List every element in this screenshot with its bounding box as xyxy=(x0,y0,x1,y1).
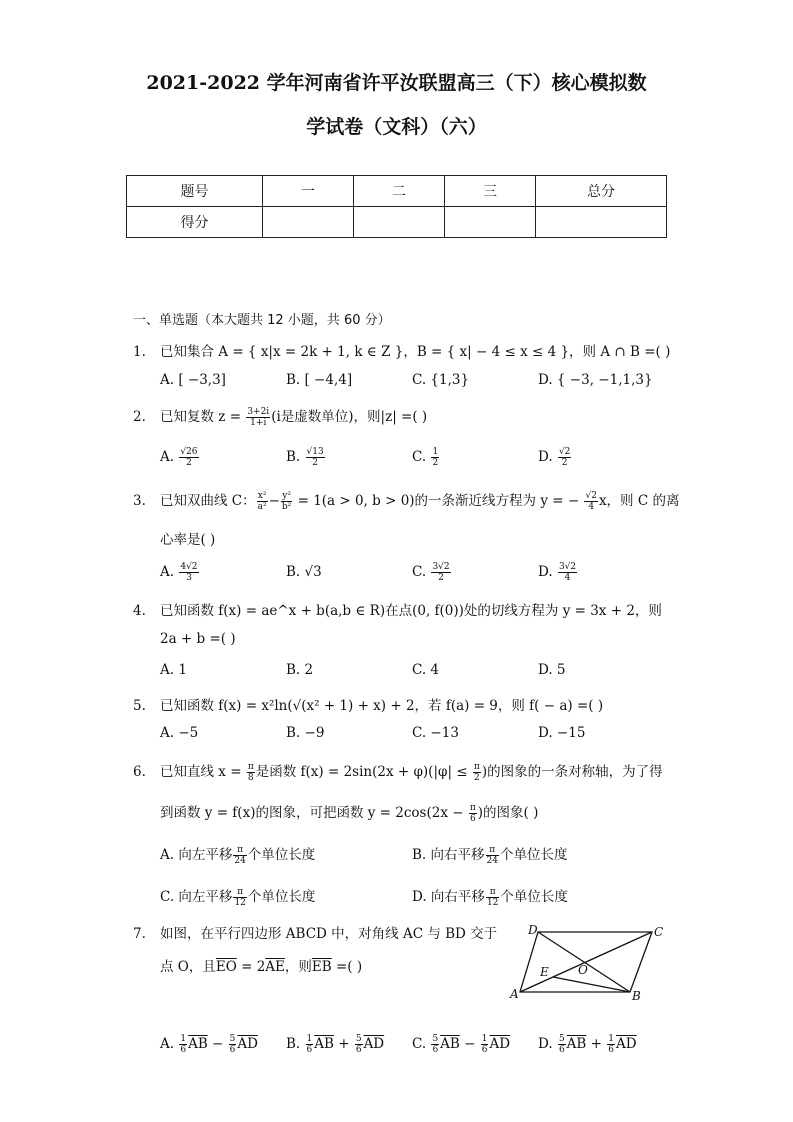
score-cell xyxy=(354,207,445,238)
numerator: π xyxy=(469,803,476,813)
fraction xyxy=(431,562,450,583)
question-stem-post: x，则 C 的离 xyxy=(598,493,680,509)
label-o: O xyxy=(578,963,588,977)
label-e: E xyxy=(540,965,549,979)
score-row-label: 得分 xyxy=(127,207,263,238)
option-letter: B. xyxy=(286,1036,301,1052)
q6-option-d xyxy=(412,885,568,908)
q7-option-d xyxy=(538,1034,637,1055)
denominator: 1+i xyxy=(250,418,267,428)
numerator: 1 xyxy=(180,1034,187,1044)
q7-option-c xyxy=(412,1034,510,1055)
numerator: π xyxy=(247,762,254,772)
q1-option-c: C. {1,3} xyxy=(412,372,470,388)
denominator: 8 xyxy=(247,773,254,783)
option-post: 个单位长度 xyxy=(247,889,316,905)
question-1 xyxy=(133,340,670,360)
q5-option-c: C. −13 xyxy=(412,725,459,741)
score-table-row xyxy=(127,207,667,238)
option-value: √3 xyxy=(304,564,322,580)
question-number: 5. xyxy=(133,698,146,714)
question-stem: 已知函数 f(x) = ae^x + b(a,b ∈ R)在点(0, f(0))处的切线方程为 y = 3x + 2，则 xyxy=(160,603,662,619)
question-number: 7. xyxy=(133,926,146,942)
vector: $\overline{AB}$ xyxy=(566,1036,587,1052)
q3-option-d xyxy=(538,562,578,583)
numerator: √13 xyxy=(306,447,324,457)
fraction xyxy=(306,1034,314,1055)
numerator: 3+2i xyxy=(247,407,270,417)
denominator: 4 xyxy=(564,573,571,583)
fraction xyxy=(233,887,246,908)
q1-option-a: A. [ −3,3] xyxy=(160,372,226,388)
fraction xyxy=(558,447,571,468)
label-d: D xyxy=(528,923,538,937)
numerator: √2 xyxy=(585,491,597,501)
numerator: 1 xyxy=(306,1034,313,1044)
question-stem-pre: 已知双曲线 C： xyxy=(160,493,256,509)
fraction xyxy=(179,1034,187,1055)
fraction xyxy=(179,447,198,468)
operator: − xyxy=(459,1036,480,1052)
line2-post: )的图象( ) xyxy=(477,805,539,821)
denominator: 6 xyxy=(229,1045,236,1055)
question-7 xyxy=(133,922,497,942)
option-letter: D. xyxy=(538,564,553,580)
option-letter: C. xyxy=(412,449,427,465)
question-3: 3. 已知双曲线 C： $\frac{\text{x²}}{\text{a²}}$ − $\frac{\text{y²}}{\text{b²}}$ = 1(a > 0, b > 0)的一条渐近线方程为 y = − $\frac{√2}{4}$ x，则 C 的离 xyxy=(133,491,680,512)
q2-option-a xyxy=(160,447,200,468)
numerator: π xyxy=(473,762,480,772)
vector: $\overline{AD}$ xyxy=(615,1036,637,1052)
question-stem-post: )的图象的一条对称轴，为了得 xyxy=(481,764,663,780)
option-post: 个单位长度 xyxy=(499,847,568,863)
section-title: 一、单选题（本大题共 12 小题，共 60 分） xyxy=(133,313,391,328)
fraction xyxy=(229,1034,237,1055)
denominator: 2 xyxy=(438,573,444,583)
option-letter: D. xyxy=(538,449,553,465)
option-letter: B. xyxy=(286,449,301,465)
vector-eb: $\overline{EB}$ xyxy=(311,959,332,975)
fraction xyxy=(257,491,268,512)
line2-post: =( ) xyxy=(331,959,363,975)
q1-option-d: D. { −3, −1,1,3} xyxy=(538,372,653,388)
fraction xyxy=(469,803,477,824)
question-stem: 已知集合 A = { x|x = 2k + 1, k ∈ Z }，B = { x| − 4 ≤ x ≤ 4 }，则 A ∩ B =( ) xyxy=(160,344,671,360)
score-cell xyxy=(263,207,354,238)
denominator: 12 xyxy=(234,898,246,908)
option-letter: A. xyxy=(160,564,175,580)
denominator: 6 xyxy=(558,1045,565,1055)
operator: + xyxy=(333,1036,354,1052)
option-pre: B. 向右平移 xyxy=(412,847,485,863)
parallelogram-figure xyxy=(508,918,668,1006)
denominator: b² xyxy=(281,502,292,512)
score-cell xyxy=(445,207,536,238)
question-stem-mid: = 1(a > 0, b > 0)的一条渐近线方程为 y = − xyxy=(293,493,584,509)
question-number: 2. xyxy=(133,409,146,425)
score-table-header: 题号 xyxy=(127,176,263,207)
denominator: 2 xyxy=(312,458,318,468)
fraction xyxy=(179,562,198,583)
numerator: π xyxy=(486,887,499,898)
q5-option-d: D. −15 xyxy=(538,725,586,741)
q4-option-d: D. 5 xyxy=(538,662,566,678)
numerator: 1 xyxy=(481,1034,488,1044)
question-number: 4. xyxy=(133,603,146,619)
score-table xyxy=(126,175,667,238)
denominator: 24 xyxy=(486,856,498,866)
question-7-line2 xyxy=(160,955,362,975)
page-title-line1: 2021-2022 学年河南省许平汝联盟高三（下）核心模拟数 xyxy=(146,72,647,94)
question-4-line2: 2a + b =( ) xyxy=(160,631,236,647)
numerator: 5 xyxy=(558,1034,565,1044)
vector: $\overline{AB}$ xyxy=(188,1036,208,1052)
line2-pre: 点 O，且 xyxy=(160,959,216,975)
q7-option-b xyxy=(286,1034,384,1055)
page-title-line2: 学试卷（文科）（六） xyxy=(306,116,487,138)
vector-ae: $\overline{AE}$ xyxy=(265,959,285,975)
fraction xyxy=(233,845,246,866)
question-stem: 已知函数 f(x) = x²ln(√(x² + 1) + x) + 2，若 f(a) = 9，则 f( − a) =( ) xyxy=(160,698,604,714)
fraction xyxy=(486,887,499,908)
numerator: 5 xyxy=(229,1034,236,1044)
score-table-header-row xyxy=(127,176,667,207)
question-6 xyxy=(133,760,663,783)
q4-option-a: A. 1 xyxy=(160,662,187,678)
numerator: 1 xyxy=(608,1034,614,1044)
score-cell xyxy=(536,207,667,238)
fraction xyxy=(558,1034,566,1055)
score-table-header: 一 xyxy=(263,176,354,207)
line2-pre: 到函数 y = f(x)的图象，可把函数 y = 2cos(2x − xyxy=(160,805,468,821)
numerator: 4√2 xyxy=(180,562,198,572)
question-6-line2 xyxy=(160,801,538,824)
numerator: π xyxy=(233,887,246,898)
label-a: A xyxy=(510,987,519,1001)
denominator: 6 xyxy=(469,814,476,824)
q6-option-a xyxy=(160,843,315,866)
vector: $\overline{AB}$ xyxy=(314,1036,334,1052)
fraction xyxy=(607,1034,615,1055)
option-letter: A. xyxy=(160,1036,175,1052)
numerator: √26 xyxy=(180,447,198,457)
numerator: 3√2 xyxy=(558,562,577,572)
option-letter: A. xyxy=(160,449,175,465)
question-stem-mid: 是函数 f(x) = 2sin(2x + φ)(|φ| ≤ xyxy=(255,764,472,780)
numerator: π xyxy=(486,845,499,856)
fraction xyxy=(306,447,325,468)
option-letter: D. xyxy=(538,1036,553,1052)
line2-mid: = 2 xyxy=(236,959,266,975)
denominator: 2 xyxy=(432,458,439,468)
question-3-line2: 心率是( ) xyxy=(160,532,216,548)
option-pre: D. 向右平移 xyxy=(412,889,485,905)
score-table-header: 总分 xyxy=(536,176,667,207)
q7-option-a xyxy=(160,1034,258,1055)
denominator: 6 xyxy=(180,1045,187,1055)
vector: $\overline{AB}$ xyxy=(440,1036,460,1052)
line2-mid2: ，则 xyxy=(284,959,312,975)
numerator: π xyxy=(233,845,246,856)
numerator: x² xyxy=(257,491,267,501)
label-b: B xyxy=(632,989,641,1003)
q5-option-b: B. −9 xyxy=(286,725,325,741)
vector: $\overline{AD}$ xyxy=(489,1036,511,1052)
denominator: 4 xyxy=(588,502,595,512)
question-stem-post: (i是虚数单位)，则|z| =( ) xyxy=(271,409,428,425)
vector: $\overline{AD}$ xyxy=(363,1036,385,1052)
fraction xyxy=(584,491,597,512)
q6-option-c xyxy=(160,885,315,908)
numerator: 5 xyxy=(432,1034,439,1044)
denominator: a² xyxy=(257,502,267,512)
q2-option-b xyxy=(286,447,326,468)
option-letter: C. xyxy=(412,1036,427,1052)
denominator: 6 xyxy=(432,1045,439,1055)
fraction xyxy=(486,845,499,866)
numerator: 1 xyxy=(432,447,439,457)
question-2 xyxy=(133,405,427,428)
operator: + xyxy=(586,1036,607,1052)
denominator: 3 xyxy=(186,573,192,583)
question-5 xyxy=(133,694,603,714)
denominator: 6 xyxy=(608,1045,614,1055)
denominator: 2 xyxy=(473,773,480,783)
q4-option-b: B. 2 xyxy=(286,662,314,678)
option-post: 个单位长度 xyxy=(500,889,568,905)
option-pre: C. 向左平移 xyxy=(160,889,233,905)
denominator: 6 xyxy=(481,1045,488,1055)
q2-option-d xyxy=(538,447,572,468)
denominator: 6 xyxy=(306,1045,313,1055)
q4-option-c: C. 4 xyxy=(412,662,440,678)
option-letter: B. xyxy=(286,564,301,580)
question-stem-pre: 已知直线 x = xyxy=(160,764,246,780)
vector: $\overline{AD}$ xyxy=(237,1036,258,1052)
fraction xyxy=(247,762,255,783)
score-table-header: 三 xyxy=(445,176,536,207)
option-pre: A. 向左平移 xyxy=(160,847,233,863)
denominator: 12 xyxy=(486,898,499,908)
numerator: √2 xyxy=(558,447,571,457)
question-number: 3. xyxy=(133,493,146,509)
q3-option-b xyxy=(286,564,322,580)
denominator: 24 xyxy=(234,856,246,866)
denominator: 2 xyxy=(186,458,192,468)
fraction xyxy=(473,762,481,783)
numerator: 3√2 xyxy=(432,562,450,572)
fraction xyxy=(481,1034,489,1055)
numerator: y² xyxy=(282,491,291,501)
q3-option-c xyxy=(412,562,452,583)
question-stem: 如图，在平行四边形 ABCD 中，对角线 AC 与 BD 交于 xyxy=(160,926,498,942)
denominator: 2 xyxy=(561,458,568,468)
q1-option-b: B. [ −4,4] xyxy=(286,372,353,388)
question-stem-pre: 已知复数 z = xyxy=(160,409,246,425)
score-table-header: 二 xyxy=(354,176,445,207)
q6-option-b xyxy=(412,843,567,866)
fraction xyxy=(558,562,577,583)
q2-option-c xyxy=(412,447,440,468)
q3-option-a xyxy=(160,562,200,583)
fraction xyxy=(431,1034,439,1055)
label-c: C xyxy=(654,925,664,939)
vector-eo: $\overline{EO}$ xyxy=(215,959,237,975)
q5-option-a: A. −5 xyxy=(160,725,199,741)
question-number: 6. xyxy=(133,764,146,780)
question-4 xyxy=(133,599,662,619)
denominator: 6 xyxy=(355,1045,362,1055)
fraction xyxy=(281,491,292,512)
option-post: 个单位长度 xyxy=(247,847,316,863)
fraction xyxy=(355,1034,363,1055)
question-number: 1. xyxy=(133,344,146,360)
fraction xyxy=(246,407,270,428)
fraction xyxy=(431,447,439,468)
option-letter: C. xyxy=(412,564,427,580)
operator: − xyxy=(207,1036,228,1052)
numerator: 5 xyxy=(355,1034,362,1044)
